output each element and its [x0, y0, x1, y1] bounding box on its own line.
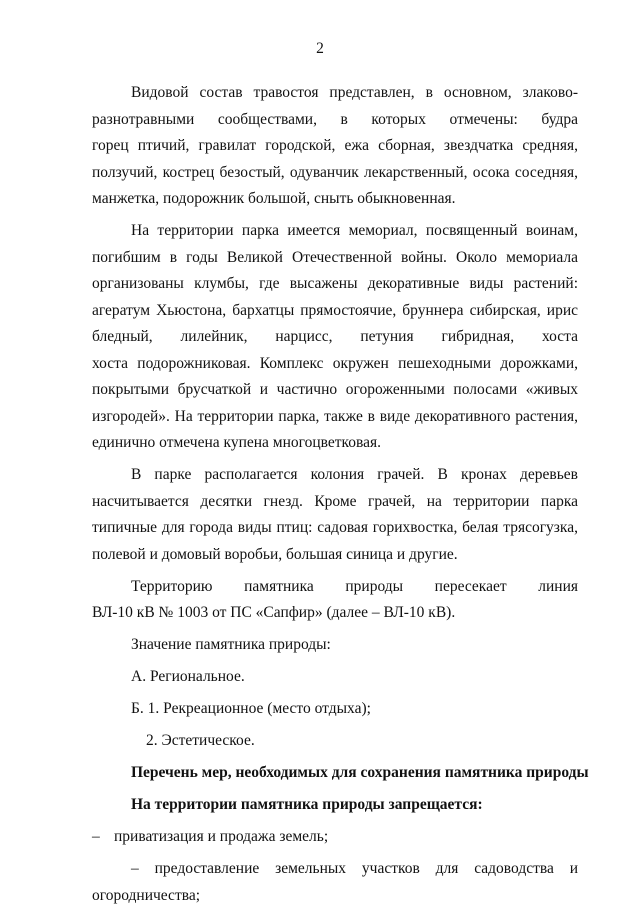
text-line: ВЛ-10 кВ № 1003 от ПС «Сапфир» (далее – ВЛ-10 кВ).	[92, 600, 578, 627]
paragraph-power-line	[92, 574, 578, 627]
text-line: бледный, лилейник, нарцисс, петуния гибридная, хоста	[92, 324, 578, 351]
prohibition-item	[92, 856, 578, 909]
list-dash: –	[92, 824, 114, 851]
text-line: разнотравными сообществами, в которых отмечены: будра	[92, 107, 578, 134]
text-line: покрытыми брусчаткой и частично огороженными полосами «живых	[92, 377, 578, 404]
document-body	[92, 80, 578, 909]
text-line: хоста подорожниковая. Комплекс окружен пешеходными дорожками,	[92, 351, 578, 378]
significance-section	[92, 632, 578, 755]
significance-item-b2: 2. Эстетическое.	[92, 728, 578, 755]
prohibition-text: предоставление земельных участков для садоводства и	[155, 860, 578, 877]
significance-heading: Значение памятника природы:	[92, 632, 578, 659]
paragraph-birds	[92, 462, 578, 568]
page-number: 2	[0, 40, 640, 58]
text-line: насчитывается десятки гнезд. Кроме грачей, на территории парка	[92, 489, 578, 516]
prohibited-heading: На территории памятника природы запрещается:	[92, 792, 578, 819]
text-line: организованы клумбы, где высажены декоративные виды растений:	[92, 271, 578, 298]
text-line: типичные для города виды птиц: садовая горихвостка, белая трясогузка,	[92, 515, 578, 542]
text-line: единично отмечена купена многоцветковая.	[92, 430, 578, 457]
text-line: агератум Хьюстона, бархатцы прямостоячие, бруннера сибирская, ирис	[92, 298, 578, 325]
prohibition-text: приватизация и продажа земель;	[114, 828, 328, 845]
text-line: На территории парка имеется мемориал, посвященный воинам,	[92, 218, 578, 245]
text-line: манжетка, подорожник большой, сныть обыкновенная.	[92, 186, 578, 213]
paragraph-vegetation	[92, 80, 578, 213]
text-line	[92, 856, 578, 883]
text-line: огородничества;	[92, 883, 578, 909]
text-line: изгородей». На территории парка, также в виде декоративного растения,	[92, 404, 578, 431]
text-line: В парке располагается колония грачей. В кронах деревьев	[92, 462, 578, 489]
text-line: полевой и домовый воробьи, большая синица и другие.	[92, 542, 578, 569]
significance-item-a: А. Региональное.	[92, 664, 578, 691]
text-line: Территорию памятника природы пересекает линия	[92, 574, 578, 601]
paragraph-memorial	[92, 218, 578, 457]
significance-item-b1: Б. 1. Рекреационное (место отдыха);	[92, 696, 578, 723]
list-dash: –	[131, 860, 139, 877]
text-line: горец птичий, гравилат городской, ежа сборная, звездчатка средняя,	[92, 133, 578, 160]
measures-heading: Перечень мер, необходимых для сохранения памятника природы	[92, 760, 578, 787]
text-line: Видовой состав травостоя представлен, в основном, злаково-	[92, 80, 578, 107]
text-line: погибшим в годы Великой Отечественной войны. Около мемориала	[92, 245, 578, 272]
text-line: ползучий, кострец безостый, одуванчик лекарственный, осока соседняя,	[92, 160, 578, 187]
prohibition-item	[92, 824, 578, 851]
